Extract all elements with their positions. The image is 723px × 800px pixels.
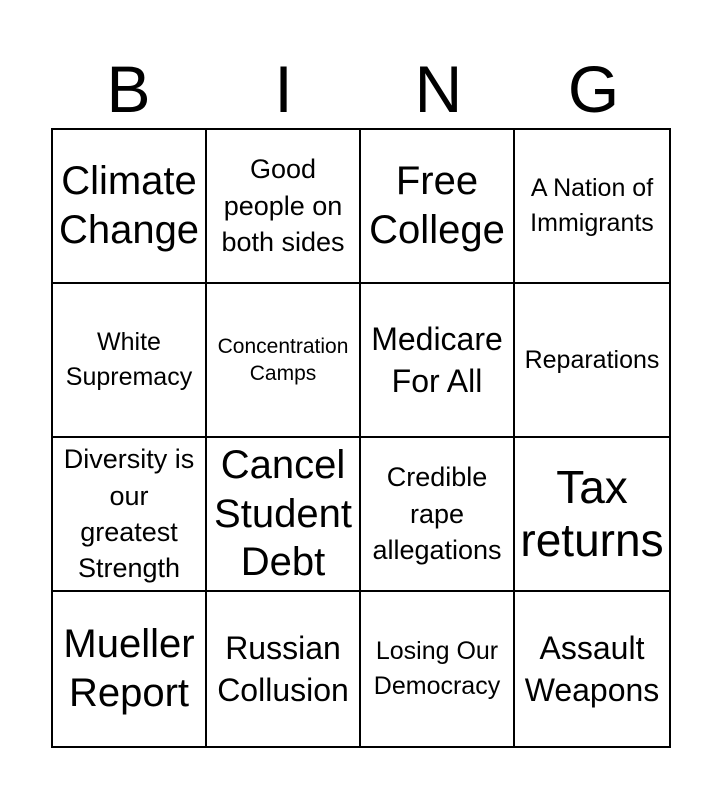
bingo-cell[interactable]	[53, 592, 207, 746]
cell-label: Good people on both sides	[221, 154, 345, 258]
cell-label: Losing Our Democracy	[373, 637, 501, 700]
cell-label: Reparations	[524, 345, 660, 374]
cell-label: Climate Change	[58, 159, 200, 252]
bingo-board	[51, 128, 671, 748]
header-letter-b: B	[106, 52, 151, 126]
cell-label: White Supremacy	[65, 328, 193, 391]
bingo-cell[interactable]	[361, 438, 515, 592]
cell-label: Mueller Report	[63, 622, 195, 715]
cell-label: Free College	[369, 159, 505, 252]
cell-label: Assault Weapons	[524, 629, 660, 708]
bingo-cell[interactable]	[515, 592, 669, 746]
header-letter-i: I	[274, 52, 293, 126]
cell-label: Russian Collusion	[217, 629, 349, 708]
cell-label: Medicare For All	[371, 320, 503, 399]
bingo-header	[51, 50, 671, 128]
cell-label: A Nation of Immigrants	[530, 174, 654, 237]
cell-label: Cancel Student Debt	[214, 442, 352, 585]
cell-label: Credible rape allegations	[372, 462, 502, 566]
bingo-cell[interactable]	[207, 438, 361, 592]
header-letter-g: G	[567, 52, 620, 126]
bingo-cell[interactable]	[361, 592, 515, 746]
bingo-cell[interactable]	[207, 284, 361, 438]
bingo-cell[interactable]	[515, 438, 669, 592]
bingo-cell[interactable]	[207, 130, 361, 284]
cell-label: Tax returns	[520, 461, 664, 566]
cell-label: Concentration Camps	[217, 334, 349, 385]
bingo-cell[interactable]	[53, 130, 207, 284]
bingo-cell[interactable]	[515, 130, 669, 284]
bingo-cell[interactable]	[361, 284, 515, 438]
cell-label: Diversity is our greatest Strength	[63, 444, 195, 584]
bingo-cell[interactable]	[207, 592, 361, 746]
bingo-cell[interactable]	[515, 284, 669, 438]
header-letter-n: N	[414, 52, 463, 126]
bingo-cell[interactable]	[361, 130, 515, 284]
bingo-cell[interactable]	[53, 284, 207, 438]
bingo-cell[interactable]	[53, 438, 207, 592]
